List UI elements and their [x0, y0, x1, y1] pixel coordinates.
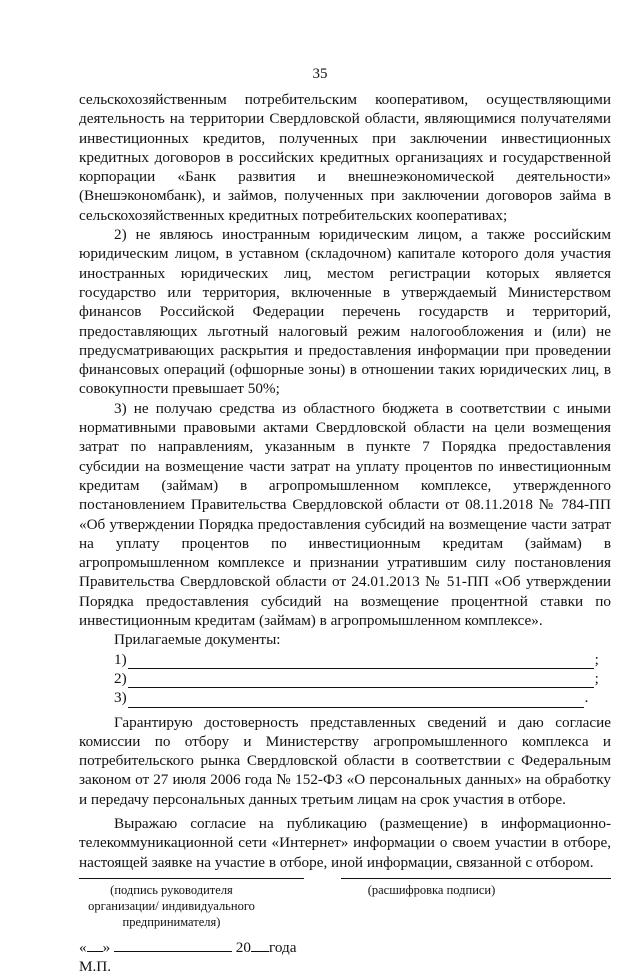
signature-line: [79, 878, 304, 879]
month-blank: [114, 938, 232, 952]
signature-decoding-caption: (расшифровка подписи): [367, 882, 496, 897]
year-prefix: 20: [235, 938, 251, 956]
paragraph-continuation: сельскохозяйственным потребительским кооперативом, осуществляющими деятельность на территории Свердловской области, являющимися получателями инвестиционных кредитов, полученных при заключении инвестиционных кредитных договоров в российских кредитных организациях и государственной корпорации «Банк развития и внешнеэкономической деятельности» (Внешэкономбанк), и займов, полученных при заключении договоров займа в сельскохозяйственных кредитных потребительских кооперативах;: [79, 91, 611, 224]
document-line-number: 3): [114, 689, 127, 707]
stamp-label: М.П.: [79, 958, 112, 976]
page-number: 35: [312, 66, 328, 82]
paragraph-item-3: 3) не получаю средства из областного бюджета в соответствии с иными нормативными правовыми актами Свердловской области на цели возмещения затрат по направлениям, указанным в пункте 7 Порядка предоставления субсидии на возмещение части затрат на уплату процентов по инвестиционным кредитам (займам) в агропромышленном комплексе, утвержденного постановлением Правительства Свердловской области от 08.11.2018 № 784-ПП «Об утверждении Порядка предоставления субсидий на возмещение части затрат на уплату процентов по инвестиционным кредитам (займам) в агропромышленном комплексе и признании утратившим силу постановления Правительства Свердловской области от 24.01.2013 № 51-ПП «Об утверждении Порядка предоставления субсидий на возмещение процентной ставки по инвестиционным кредитам (займам) в агропромышленном комплексе».: [79, 399, 611, 630]
document-line-3: [79, 688, 611, 707]
document-line-blank: [128, 693, 584, 708]
paragraph-item-2: 2) не являюсь иностранным юридическим лицом, а также российским юридическим лицом, в уставном (складочном) капитале которого доля участия иностранных юридических лиц, местом регистрации которых является государство или территория, включенные в утверждаемый Министерством финансов Российской Федерации перечень государств и территорий, предоставляющих льготный налоговый режим налогообложения и (или) не предусматривающих раскрытия и предоставления информации при проведении финансовых операций (офшорные зоны) в отношении таких юридических лиц, в совокупности превышает 50%;: [79, 226, 611, 398]
year-suffix: года: [268, 938, 297, 956]
document-line-number: 2): [114, 669, 127, 687]
signature-block: [79, 878, 611, 938]
document-body: [79, 90, 611, 976]
day-blank: [87, 938, 103, 952]
signature-decoding-line: [341, 878, 611, 879]
consent-paragraph: Выражаю согласие на публикацию (размещение) в информационно-телекоммуникационной сети «Интернет» информации о своем участии в отборе, настоящей заявке на участие в отборе, иной информации, связанной с отбором.: [79, 814, 611, 871]
document-line-end: ;: [594, 669, 599, 687]
signature-caption: (подпись руководителя организации/ индивидуального предпринимателя): [88, 882, 255, 929]
document-line-number: 1): [114, 650, 127, 668]
document-line-blank: [128, 654, 594, 669]
date-open-quote: «: [79, 938, 87, 956]
guarantee-paragraph: Гарантирую достоверность представленных сведений и даю согласие комиссии по отбору и Министерству агропромышленного комплекса и потребительского рынка Свердловской области в соответствии с Федеральным законом от 27 июля 2006 года № 152-ФЗ «О персональных данных» на обработку и передачу персональных данных третьим лицам на срок участия в отборе.: [79, 713, 611, 808]
date-line: [79, 938, 611, 957]
document-line-blank: [128, 673, 594, 688]
document-line-end: ;: [594, 650, 599, 668]
document-line-2: [79, 669, 611, 688]
document-line-end: .: [584, 689, 589, 707]
date-close-quote: »: [102, 938, 111, 956]
year-blank: [251, 938, 269, 952]
attached-documents-heading: Прилагаемые документы:: [114, 631, 281, 649]
document-line-1: [79, 650, 611, 669]
